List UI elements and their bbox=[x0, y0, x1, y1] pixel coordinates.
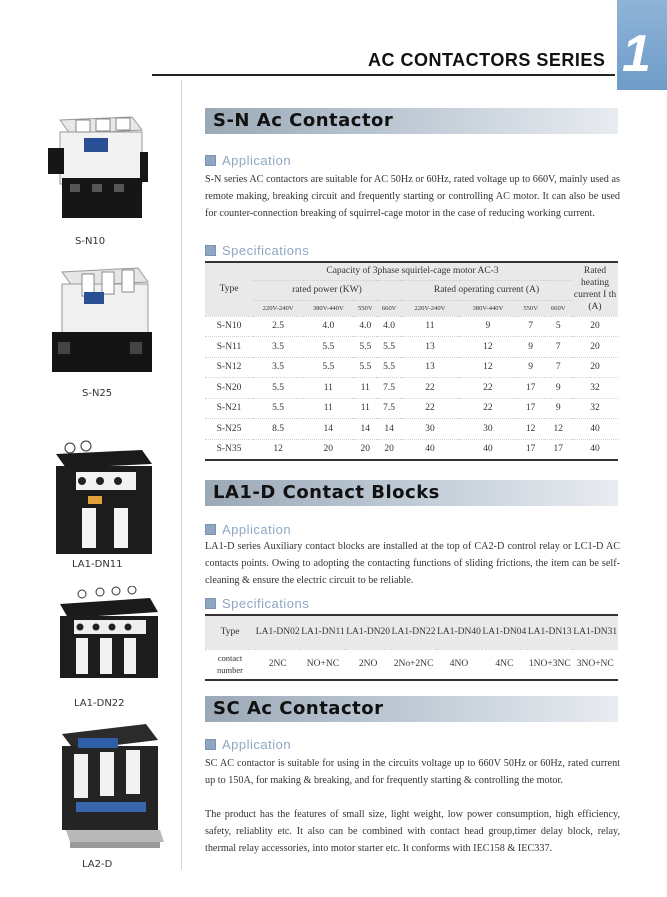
table-cell: 20 bbox=[572, 316, 618, 337]
table-row bbox=[205, 337, 618, 358]
table-row bbox=[205, 398, 618, 419]
table-cell: 20 bbox=[377, 439, 401, 460]
table-cell: 3NO+NC bbox=[572, 649, 618, 680]
table-row bbox=[205, 357, 618, 378]
table-cell: 40 bbox=[572, 439, 618, 460]
table-cell: NO+NC bbox=[300, 649, 345, 680]
table-cell: S-N21 bbox=[205, 398, 253, 419]
table-cell: 2.5 bbox=[253, 316, 303, 337]
table-cell: LA1-DN31 bbox=[572, 615, 618, 649]
table-cell: 7.5 bbox=[377, 398, 401, 419]
la1-type-header: Type bbox=[205, 615, 255, 649]
product-label-s-n25: S-N25 bbox=[82, 388, 113, 399]
table-cell: 40 bbox=[459, 439, 517, 460]
sn-application-text: S-N series AC contactors are suitable for AC 50Hz or 60Hz, rated voltage up to 660V, mainly used as remote making, breaking circuit and frequently starting or controlling AC motor. It can also be used for counter-connection breaking of squirrel-cage motor in the case of reducing working current. bbox=[205, 174, 620, 219]
table-cell: S-N11 bbox=[205, 337, 253, 358]
table-cell: LA1-DN11 bbox=[300, 615, 345, 649]
table-cell: LA1-DN22 bbox=[391, 615, 436, 649]
product-image-la2-d bbox=[56, 718, 166, 856]
table-cell: 9 bbox=[544, 398, 572, 419]
table-cell: 12 bbox=[459, 337, 517, 358]
table-cell: 20 bbox=[572, 337, 618, 358]
table-cell: 22 bbox=[459, 398, 517, 419]
table-cell: 17 bbox=[517, 378, 544, 399]
table-cell: 12 bbox=[517, 419, 544, 440]
table-cell: 4NC bbox=[482, 649, 527, 680]
table-cell: 20 bbox=[303, 439, 353, 460]
page-title: AC CONTACTORS SERIES bbox=[368, 50, 606, 70]
section-title-sc bbox=[205, 696, 618, 722]
table-cell: 2No+2NC bbox=[391, 649, 436, 680]
table-cell: 5.5 bbox=[377, 337, 401, 358]
table-cell: 30 bbox=[401, 419, 459, 440]
sn-capacity-header: Capacity of 3phase squirlel-cage motor AC-3 bbox=[253, 262, 572, 280]
column-divider bbox=[181, 80, 182, 870]
table-cell: 40 bbox=[572, 419, 618, 440]
table-cell: 17 bbox=[517, 398, 544, 419]
chapter-number: 1 bbox=[622, 25, 651, 83]
sn-voltage-header: 380V-440V bbox=[459, 300, 517, 316]
table-cell: 7 bbox=[544, 337, 572, 358]
sn-application-heading-text: Application bbox=[222, 152, 292, 168]
table-cell: 12 bbox=[253, 439, 303, 460]
table-row bbox=[205, 378, 618, 399]
section-title-la1-text: LA1-D Contact Blocks bbox=[213, 482, 440, 503]
sn-heating-header: Rated heating current I th (A) bbox=[572, 262, 618, 316]
la1-specifications-heading-text: Specifications bbox=[222, 595, 310, 611]
header-rule bbox=[152, 74, 615, 76]
section-title-sn-text: S-N Ac Contactor bbox=[213, 110, 394, 131]
table-cell: S-N10 bbox=[205, 316, 253, 337]
table-cell: 40 bbox=[401, 439, 459, 460]
product-label-la2-d: LA2-D bbox=[82, 859, 113, 870]
sn-power-header: rated power (KW) bbox=[253, 280, 401, 300]
table-cell: S-N25 bbox=[205, 419, 253, 440]
table-cell: 5.5 bbox=[253, 398, 303, 419]
table-cell: 32 bbox=[572, 378, 618, 399]
product-image-la1-dn22 bbox=[56, 586, 160, 686]
sn-type-header: Type bbox=[205, 262, 253, 316]
table-cell: 11 bbox=[353, 398, 377, 419]
table-cell: 22 bbox=[459, 378, 517, 399]
sc-application-text-1: SC AC contactor is suitable for using in the circuits voltage up to 660V 50Hz or 60Hz, rated current up to 150A, for making & breaking, and for frequently starting & controlling the motor. bbox=[205, 758, 620, 786]
table-cell: 11 bbox=[353, 378, 377, 399]
table-cell: 5 bbox=[544, 316, 572, 337]
table-cell: 11 bbox=[401, 316, 459, 337]
sn-voltage-header: 660V bbox=[377, 300, 401, 316]
table-cell: 14 bbox=[303, 419, 353, 440]
sc-application-text-2: The product has the features of small size, light weight, low power consumption, high efficiency, safety, reliablity etc. It also can be combined with contact head group,timer delay block, relay, thermal relay accessories, into motor starter etc. It conforms with IEC158 & IEC337. bbox=[205, 809, 620, 854]
table-row bbox=[205, 316, 618, 337]
table-cell: 4NO bbox=[436, 649, 481, 680]
table-row bbox=[205, 649, 618, 680]
sn-spec-table bbox=[205, 261, 618, 461]
la1-application-heading-text: Application bbox=[222, 521, 292, 537]
table-cell: 20 bbox=[572, 357, 618, 378]
table-cell: S-N35 bbox=[205, 439, 253, 460]
bullet-square-icon bbox=[205, 155, 216, 166]
section-title-sn bbox=[205, 108, 618, 134]
table-cell: 3.5 bbox=[253, 337, 303, 358]
table-cell: 9 bbox=[544, 378, 572, 399]
table-cell: 4.0 bbox=[377, 316, 401, 337]
sn-voltage-header: 380V-440V bbox=[303, 300, 353, 316]
table-cell: 4.0 bbox=[303, 316, 353, 337]
table-row bbox=[205, 439, 618, 460]
table-cell: S-N12 bbox=[205, 357, 253, 378]
table-row bbox=[205, 419, 618, 440]
sn-specifications-heading-text: Specifications bbox=[222, 242, 310, 258]
table-cell: 5.5 bbox=[377, 357, 401, 378]
table-cell: 4.0 bbox=[353, 316, 377, 337]
table-cell: 5.5 bbox=[353, 357, 377, 378]
sn-specifications-heading bbox=[205, 242, 309, 258]
table-cell: 5.5 bbox=[353, 337, 377, 358]
product-label-la1-dn22: LA1-DN22 bbox=[74, 698, 125, 709]
table-cell: 7 bbox=[544, 357, 572, 378]
la1-spec-table bbox=[205, 614, 618, 681]
product-label-s-n10: S-N10 bbox=[75, 236, 106, 247]
table-cell: LA1-DN02 bbox=[255, 615, 300, 649]
table-cell: LA1-DN20 bbox=[345, 615, 390, 649]
sn-voltage-header: 220V-240V bbox=[401, 300, 459, 316]
sc-application-heading-text: Application bbox=[222, 736, 292, 752]
table-cell: 32 bbox=[572, 398, 618, 419]
table-cell: 30 bbox=[459, 419, 517, 440]
bullet-square-icon bbox=[205, 739, 216, 750]
section-title-la1 bbox=[205, 480, 618, 506]
la1-application-text: LA1-D series Auxiliary contact blocks are installed at the top of CA2-D control relay or LC1-D AC contacts points. Owing to adopting the contacting functions of sliding frictions, the item can be self-cleaning & ensure the electric circuit to be reliable. bbox=[205, 541, 620, 586]
sn-voltage-header: 550V bbox=[353, 300, 377, 316]
product-image-s-n10 bbox=[40, 112, 150, 227]
table-cell: 9 bbox=[517, 357, 544, 378]
table-cell: 5.5 bbox=[253, 378, 303, 399]
table-cell: 8.5 bbox=[253, 419, 303, 440]
product-image-la1-dn11 bbox=[52, 440, 156, 558]
table-cell: 5.5 bbox=[303, 357, 353, 378]
table-cell: 20 bbox=[353, 439, 377, 460]
table-cell: LA1-DN40 bbox=[436, 615, 481, 649]
table-cell: 7 bbox=[517, 316, 544, 337]
table-cell: 9 bbox=[459, 316, 517, 337]
sc-application-heading bbox=[205, 736, 291, 752]
la1-contact-header: contact number bbox=[205, 649, 255, 680]
table-cell: 3.5 bbox=[253, 357, 303, 378]
table-cell: 22 bbox=[401, 378, 459, 399]
sn-voltage-header: 220V-240V bbox=[253, 300, 303, 316]
table-cell: LA1-DN04 bbox=[482, 615, 527, 649]
product-label-la1-dn11: LA1-DN11 bbox=[72, 559, 123, 570]
sn-voltage-header: 550V bbox=[517, 300, 544, 316]
bullet-square-icon bbox=[205, 598, 216, 609]
table-cell: S-N20 bbox=[205, 378, 253, 399]
table-cell: 11 bbox=[303, 398, 353, 419]
table-cell: 22 bbox=[401, 398, 459, 419]
table-cell: 7.5 bbox=[377, 378, 401, 399]
product-image-s-n25 bbox=[48, 262, 156, 380]
table-cell: 12 bbox=[544, 419, 572, 440]
table-row bbox=[205, 615, 618, 649]
table-cell: 14 bbox=[353, 419, 377, 440]
table-cell: 1NO+3NC bbox=[527, 649, 572, 680]
table-cell: 9 bbox=[517, 337, 544, 358]
bullet-square-icon bbox=[205, 524, 216, 535]
section-title-sc-text: SC Ac Contactor bbox=[213, 698, 384, 719]
table-cell: LA1-DN13 bbox=[527, 615, 572, 649]
table-cell: 2NO bbox=[345, 649, 390, 680]
table-cell: 14 bbox=[377, 419, 401, 440]
la1-application-heading bbox=[205, 521, 291, 537]
la1-specifications-heading bbox=[205, 595, 309, 611]
table-cell: 2NC bbox=[255, 649, 300, 680]
sn-application-heading bbox=[205, 152, 291, 168]
table-cell: 13 bbox=[401, 337, 459, 358]
table-cell: 17 bbox=[517, 439, 544, 460]
table-cell: 13 bbox=[401, 357, 459, 378]
table-cell: 5.5 bbox=[303, 337, 353, 358]
table-cell: 12 bbox=[459, 357, 517, 378]
table-cell: 11 bbox=[303, 378, 353, 399]
sn-voltage-header: 660V bbox=[544, 300, 572, 316]
bullet-square-icon bbox=[205, 245, 216, 256]
sn-current-header: Rated operating current (A) bbox=[401, 280, 572, 300]
table-cell: 17 bbox=[544, 439, 572, 460]
